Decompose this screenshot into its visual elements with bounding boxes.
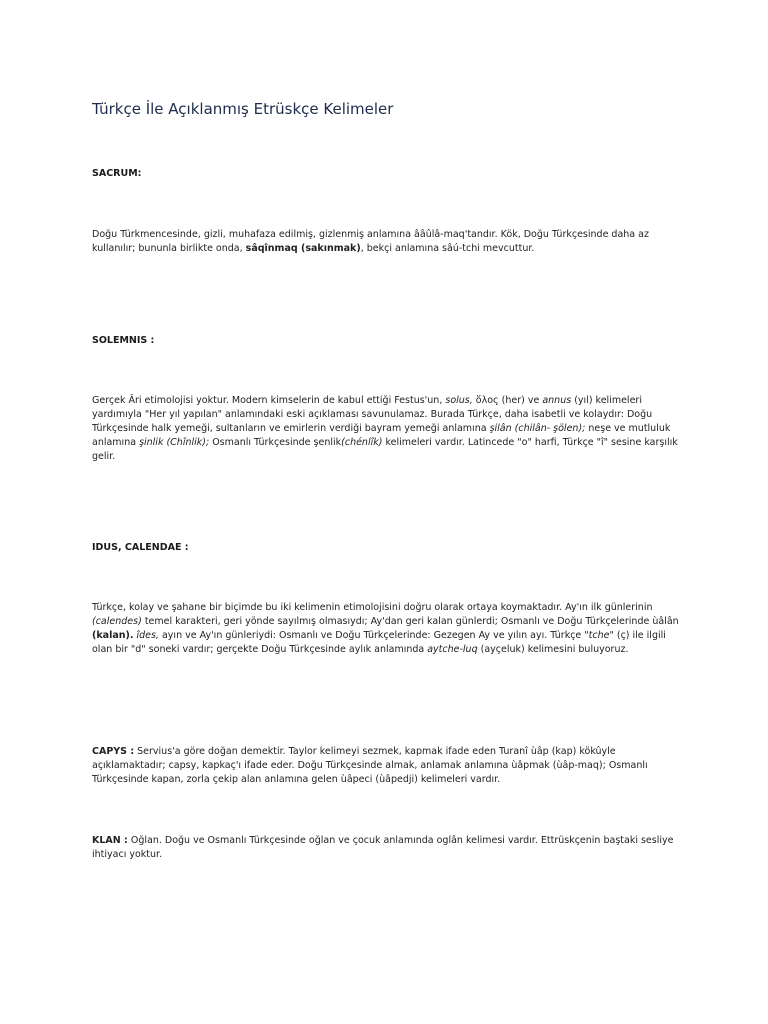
solemnis-text-5: Osmanlı Türkçesinde şenlik (209, 437, 342, 448)
page-title: Türkçe İle Açıklanmış Etrüskçe Kelimeler (92, 100, 394, 118)
solemnis-text-3: (yıl) kelimeleri yardımıyla "Her yıl yapılan" anlamındaki eski açıklaması savunulamaz. Burada Türkçe, daha isabetli ve kolaydır: Doğu Türkçesinde halk yemeği, sultanların ve emirlerin verdiği bayram yemeği anlamına (92, 395, 653, 434)
paragraph-idus (92, 601, 682, 657)
idus-italic-2: îdes, (133, 630, 159, 641)
paragraph-capys (92, 745, 682, 787)
idus-bold-1: (kalan). (92, 630, 134, 641)
heading-idus: IDUS, CALENDAE : (92, 542, 189, 553)
idus-italic-3: tche (588, 630, 610, 641)
capys-text: Servius'a göre doğan demektir. Taylor kelimeyi sezmek, kapmak ifade eden Turanî ùâp (kap) kökûyle açıklamaktadır; capsy, kapkaç'ı ifade eder. Doğu Türkçesinde almak, anlamak anlamına ùâpmak (ùâp-maq); Osmanlı Türkçesinde kapan, zorla çekip alan anlamına gelen ùâpeci (ùâpedji) kelimeleri vardır. (92, 746, 648, 785)
idus-text-3: ayın ve Ay'ın günleriydi: Osmanlı ve Doğu Türkçelerinde: Gezegen Ay ve yılın ayı. Türkçe " (158, 630, 589, 641)
solemnis-text-4: neşe ve mutluluk anlamına (92, 423, 671, 448)
solemnis-italic-4: şinlik (Chînlik); (139, 437, 210, 448)
klan-text: Oğlan. Doğu ve Osmanlı Türkçesinde oğlan ve çocuk anlamında oglân kelimesi vardır. Ettrüskçenin baştaki sesliye ihtiyacı yoktur. (92, 835, 674, 860)
solemnis-italic-5: (chénlîk) (341, 437, 383, 448)
idus-text-1: Türkçe, kolay ve şahane bir biçimde bu iki kelimenin etimolojisini doğru olarak ortaya koymaktadır. Ay'ın ilk günlerinin (92, 602, 653, 613)
paragraph-klan (92, 834, 682, 862)
paragraph-sacrum (92, 228, 682, 256)
idus-text-5: (ayçeluk) kelimesini buluyoruz. (477, 644, 629, 655)
solemnis-italic-1: solus, (445, 395, 473, 406)
idus-text-4: " (ç) ile ilgili olan bir "d" soneki vardır; gerçekte Doğu Türkçesinde aylık anlamında (92, 630, 666, 655)
heading-sacrum: SACRUM: (92, 168, 142, 179)
idus-italic-4: aytche-luq (427, 644, 478, 655)
solemnis-italic-3: şilân (chilân- şölen); (489, 423, 586, 434)
sacrum-bold-1: sâqînmaq (sakınmak) (245, 243, 361, 254)
solemnis-italic-2: annus (542, 395, 572, 406)
solemnis-text-1: Gerçek Âri etimolojisi yoktur. Modern kimselerin de kabul ettiği Festus'un, (92, 395, 446, 406)
idus-text-2: temel karakteri, geri yönde sayılmış olmasıydı; Ay'dan geri kalan günlerdi; Osmanlı ve Doğu Türkçelerinde ùâlân (141, 616, 679, 627)
idus-italic-1: (calendes) (92, 616, 142, 627)
heading-klan: KLAN : (92, 835, 128, 846)
solemnis-text-2: ὅλος (her) ve (472, 395, 543, 406)
sacrum-text-2: , bekçi anlamına sâú-tchi mevcuttur. (360, 243, 535, 254)
heading-capys: CAPYS : (92, 746, 135, 757)
sacrum-text-1: Doğu Türkmencesinde, gizli, muhafaza edilmiş, gizlenmiş anlamına ââûlâ-maq'tandır. Kök, Doğu Türkçesinde daha az kullanılır; bununla birlikte onda, (92, 229, 649, 254)
solemnis-text-6: kelimeleri vardır. Latincede "o" harfi, Türkçe "î" sesine karşılık gelir. (92, 437, 678, 462)
paragraph-solemnis (92, 394, 682, 464)
heading-solemnis: SOLEMNIS : (92, 335, 155, 346)
